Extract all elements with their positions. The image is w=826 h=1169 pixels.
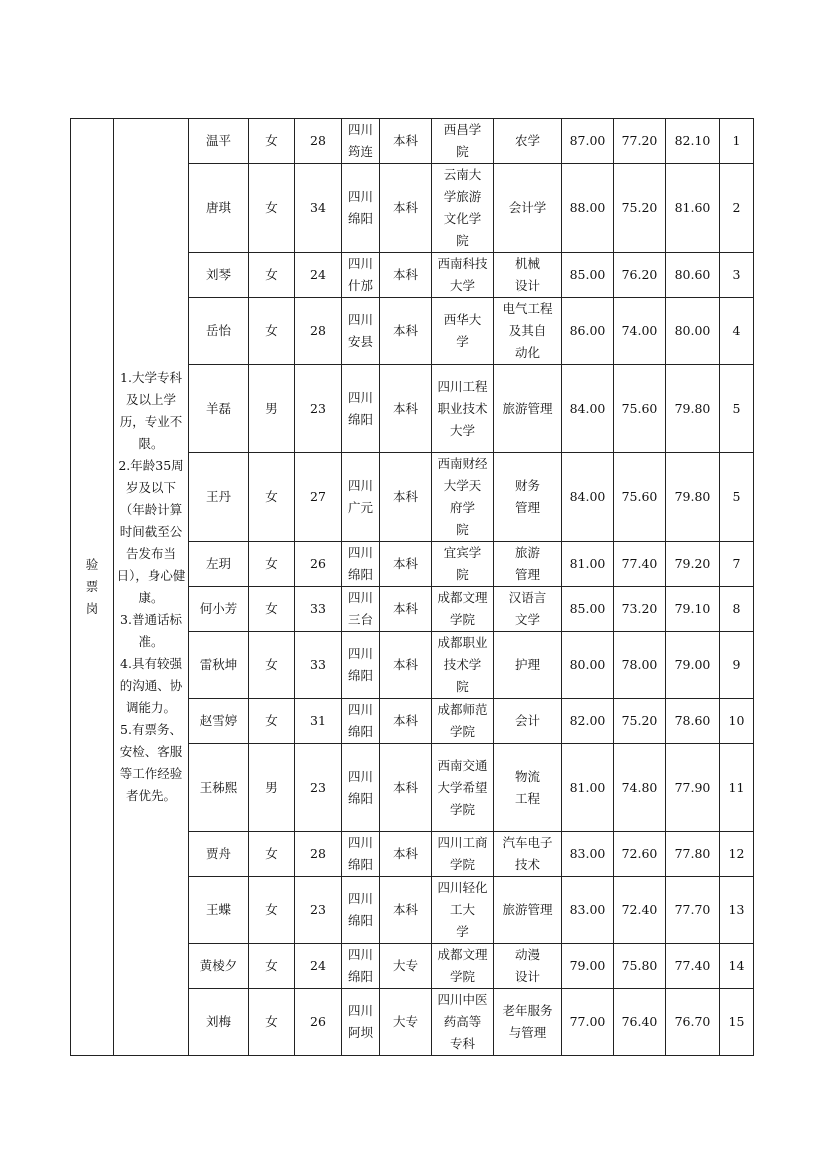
major-cell: 农学 xyxy=(494,119,562,164)
gender-cell: 女 xyxy=(249,699,295,744)
written-cell: 83.00 xyxy=(562,877,614,944)
interview-cell: 72.40 xyxy=(614,877,666,944)
education-cell: 本科 xyxy=(380,587,432,632)
school-cell: 四川工程 职业技术 大学 xyxy=(432,365,494,453)
school-cell: 西南财经 大学天 府学 院 xyxy=(432,453,494,542)
age-cell: 26 xyxy=(295,542,342,587)
written-cell: 82.00 xyxy=(562,699,614,744)
education-cell: 本科 xyxy=(380,877,432,944)
rank-cell: 14 xyxy=(720,944,754,989)
education-cell: 大专 xyxy=(380,989,432,1056)
age-cell: 23 xyxy=(295,877,342,944)
table-row xyxy=(71,119,754,164)
age-cell: 34 xyxy=(295,164,342,253)
name-cell: 何小芳 xyxy=(189,587,249,632)
written-cell: 84.00 xyxy=(562,365,614,453)
age-cell: 26 xyxy=(295,989,342,1056)
rank-cell: 4 xyxy=(720,298,754,365)
major-cell: 护理 xyxy=(494,632,562,699)
rank-cell: 2 xyxy=(720,164,754,253)
gender-cell: 女 xyxy=(249,877,295,944)
interview-cell: 75.20 xyxy=(614,699,666,744)
school-cell: 西南科技 大学 xyxy=(432,253,494,298)
education-cell: 本科 xyxy=(380,119,432,164)
major-cell: 会计 xyxy=(494,699,562,744)
total-cell: 76.70 xyxy=(666,989,720,1056)
written-cell: 85.00 xyxy=(562,587,614,632)
major-cell: 旅游 管理 xyxy=(494,542,562,587)
school-cell: 西华大 学 xyxy=(432,298,494,365)
requirement-item: 3.普通话标准。 xyxy=(120,612,182,649)
post-char: 票 xyxy=(85,579,99,594)
school-cell: 云南大 学旅游 文化学 院 xyxy=(432,164,494,253)
origin-cell: 四川 绵阳 xyxy=(342,832,380,877)
gender-cell: 女 xyxy=(249,832,295,877)
post-char: 验 xyxy=(85,557,99,572)
gender-cell: 男 xyxy=(249,744,295,832)
origin-cell: 四川 什邡 xyxy=(342,253,380,298)
interview-cell: 74.00 xyxy=(614,298,666,365)
education-cell: 本科 xyxy=(380,632,432,699)
total-cell: 82.10 xyxy=(666,119,720,164)
requirement-item: 2.年龄35周岁及以下（年龄计算时间截至公告发布当日），身心健康。 xyxy=(116,458,186,605)
requirement-item: 5.有票务、安检、客服等工作经验者优先。 xyxy=(119,722,183,803)
major-cell: 会计学 xyxy=(494,164,562,253)
rank-cell: 15 xyxy=(720,989,754,1056)
school-cell: 四川轻化 工大 学 xyxy=(432,877,494,944)
gender-cell: 女 xyxy=(249,542,295,587)
total-cell: 78.60 xyxy=(666,699,720,744)
rank-cell: 13 xyxy=(720,877,754,944)
education-cell: 本科 xyxy=(380,298,432,365)
interview-cell: 75.80 xyxy=(614,944,666,989)
written-cell: 81.00 xyxy=(562,542,614,587)
name-cell: 贾舟 xyxy=(189,832,249,877)
age-cell: 23 xyxy=(295,744,342,832)
rank-cell: 3 xyxy=(720,253,754,298)
requirement-item: 4.具有较强的沟通、协调能力。 xyxy=(119,656,183,715)
major-cell: 物流 工程 xyxy=(494,744,562,832)
origin-cell: 四川 绵阳 xyxy=(342,365,380,453)
rank-cell: 10 xyxy=(720,699,754,744)
age-cell: 24 xyxy=(295,944,342,989)
interview-cell: 76.20 xyxy=(614,253,666,298)
gender-cell: 女 xyxy=(249,989,295,1056)
origin-cell: 四川 阿坝 xyxy=(342,989,380,1056)
name-cell: 王秭熙 xyxy=(189,744,249,832)
results-table xyxy=(70,118,754,1056)
requirement-item: 1.大学专科及以上学历，专业不限。 xyxy=(119,370,183,451)
written-cell: 81.00 xyxy=(562,744,614,832)
gender-cell: 女 xyxy=(249,587,295,632)
rank-cell: 5 xyxy=(720,453,754,542)
total-cell: 81.60 xyxy=(666,164,720,253)
table-body xyxy=(71,119,754,1056)
interview-cell: 73.20 xyxy=(614,587,666,632)
name-cell: 王丹 xyxy=(189,453,249,542)
total-cell: 77.90 xyxy=(666,744,720,832)
total-cell: 80.00 xyxy=(666,298,720,365)
name-cell: 温平 xyxy=(189,119,249,164)
school-cell: 宜宾学 院 xyxy=(432,542,494,587)
gender-cell: 女 xyxy=(249,164,295,253)
gender-cell: 女 xyxy=(249,453,295,542)
age-cell: 28 xyxy=(295,832,342,877)
origin-cell: 四川 筠连 xyxy=(342,119,380,164)
school-cell: 成都文理 学院 xyxy=(432,944,494,989)
origin-cell: 四川 安县 xyxy=(342,298,380,365)
written-cell: 80.00 xyxy=(562,632,614,699)
gender-cell: 女 xyxy=(249,119,295,164)
major-cell: 汉语言 文学 xyxy=(494,587,562,632)
interview-cell: 75.60 xyxy=(614,453,666,542)
major-cell: 动漫 设计 xyxy=(494,944,562,989)
origin-cell: 四川 绵阳 xyxy=(342,542,380,587)
education-cell: 本科 xyxy=(380,365,432,453)
total-cell: 79.10 xyxy=(666,587,720,632)
school-cell: 成都师范 学院 xyxy=(432,699,494,744)
rank-cell: 7 xyxy=(720,542,754,587)
written-cell: 84.00 xyxy=(562,453,614,542)
rank-cell: 5 xyxy=(720,365,754,453)
education-cell: 本科 xyxy=(380,253,432,298)
written-cell: 83.00 xyxy=(562,832,614,877)
school-cell: 西昌学 院 xyxy=(432,119,494,164)
education-cell: 本科 xyxy=(380,699,432,744)
major-cell: 旅游管理 xyxy=(494,877,562,944)
name-cell: 左玥 xyxy=(189,542,249,587)
school-cell: 四川工商 学院 xyxy=(432,832,494,877)
name-cell: 羊磊 xyxy=(189,365,249,453)
age-cell: 24 xyxy=(295,253,342,298)
total-cell: 79.80 xyxy=(666,453,720,542)
education-cell: 本科 xyxy=(380,453,432,542)
gender-cell: 女 xyxy=(249,253,295,298)
name-cell: 唐琪 xyxy=(189,164,249,253)
name-cell: 雷秋坤 xyxy=(189,632,249,699)
education-cell: 本科 xyxy=(380,832,432,877)
origin-cell: 四川 广元 xyxy=(342,453,380,542)
written-cell: 86.00 xyxy=(562,298,614,365)
interview-cell: 78.00 xyxy=(614,632,666,699)
education-cell: 本科 xyxy=(380,744,432,832)
name-cell: 黄棱夕 xyxy=(189,944,249,989)
written-cell: 79.00 xyxy=(562,944,614,989)
rank-cell: 9 xyxy=(720,632,754,699)
post-char: 岗 xyxy=(85,601,99,616)
rank-cell: 1 xyxy=(720,119,754,164)
written-cell: 77.00 xyxy=(562,989,614,1056)
major-cell: 汽车电子 技术 xyxy=(494,832,562,877)
rank-cell: 12 xyxy=(720,832,754,877)
education-cell: 本科 xyxy=(380,542,432,587)
age-cell: 33 xyxy=(295,587,342,632)
age-cell: 23 xyxy=(295,365,342,453)
written-cell: 87.00 xyxy=(562,119,614,164)
origin-cell: 四川 绵阳 xyxy=(342,744,380,832)
origin-cell: 四川 绵阳 xyxy=(342,632,380,699)
major-cell: 机械 设计 xyxy=(494,253,562,298)
written-cell: 88.00 xyxy=(562,164,614,253)
total-cell: 79.20 xyxy=(666,542,720,587)
written-cell: 85.00 xyxy=(562,253,614,298)
interview-cell: 77.40 xyxy=(614,542,666,587)
total-cell: 79.80 xyxy=(666,365,720,453)
name-cell: 刘梅 xyxy=(189,989,249,1056)
education-cell: 大专 xyxy=(380,944,432,989)
age-cell: 28 xyxy=(295,119,342,164)
total-cell: 80.60 xyxy=(666,253,720,298)
origin-cell: 四川 绵阳 xyxy=(342,944,380,989)
education-cell: 本科 xyxy=(380,164,432,253)
origin-cell: 四川 绵阳 xyxy=(342,164,380,253)
school-cell: 成都文理 学院 xyxy=(432,587,494,632)
name-cell: 王蝶 xyxy=(189,877,249,944)
name-cell: 岳怡 xyxy=(189,298,249,365)
origin-cell: 四川 三台 xyxy=(342,587,380,632)
major-cell: 老年服务 与管理 xyxy=(494,989,562,1056)
rank-cell: 11 xyxy=(720,744,754,832)
gender-cell: 男 xyxy=(249,365,295,453)
origin-cell: 四川 绵阳 xyxy=(342,877,380,944)
gender-cell: 女 xyxy=(249,298,295,365)
rank-cell: 8 xyxy=(720,587,754,632)
total-cell: 77.40 xyxy=(666,944,720,989)
interview-cell: 76.40 xyxy=(614,989,666,1056)
major-cell: 财务 管理 xyxy=(494,453,562,542)
age-cell: 31 xyxy=(295,699,342,744)
gender-cell: 女 xyxy=(249,632,295,699)
age-cell: 33 xyxy=(295,632,342,699)
name-cell: 赵雪婷 xyxy=(189,699,249,744)
requirements-cell xyxy=(114,119,189,1056)
major-cell: 电气工程 及其自 动化 xyxy=(494,298,562,365)
total-cell: 77.70 xyxy=(666,877,720,944)
school-cell: 四川中医 药高等 专科 xyxy=(432,989,494,1056)
interview-cell: 74.80 xyxy=(614,744,666,832)
interview-cell: 75.60 xyxy=(614,365,666,453)
age-cell: 27 xyxy=(295,453,342,542)
post-cell xyxy=(71,119,114,1056)
school-cell: 成都职业 技术学 院 xyxy=(432,632,494,699)
age-cell: 28 xyxy=(295,298,342,365)
interview-cell: 77.20 xyxy=(614,119,666,164)
interview-cell: 72.60 xyxy=(614,832,666,877)
major-cell: 旅游管理 xyxy=(494,365,562,453)
gender-cell: 女 xyxy=(249,944,295,989)
name-cell: 刘琴 xyxy=(189,253,249,298)
total-cell: 79.00 xyxy=(666,632,720,699)
school-cell: 西南交通 大学希望 学院 xyxy=(432,744,494,832)
total-cell: 77.80 xyxy=(666,832,720,877)
origin-cell: 四川 绵阳 xyxy=(342,699,380,744)
interview-cell: 75.20 xyxy=(614,164,666,253)
